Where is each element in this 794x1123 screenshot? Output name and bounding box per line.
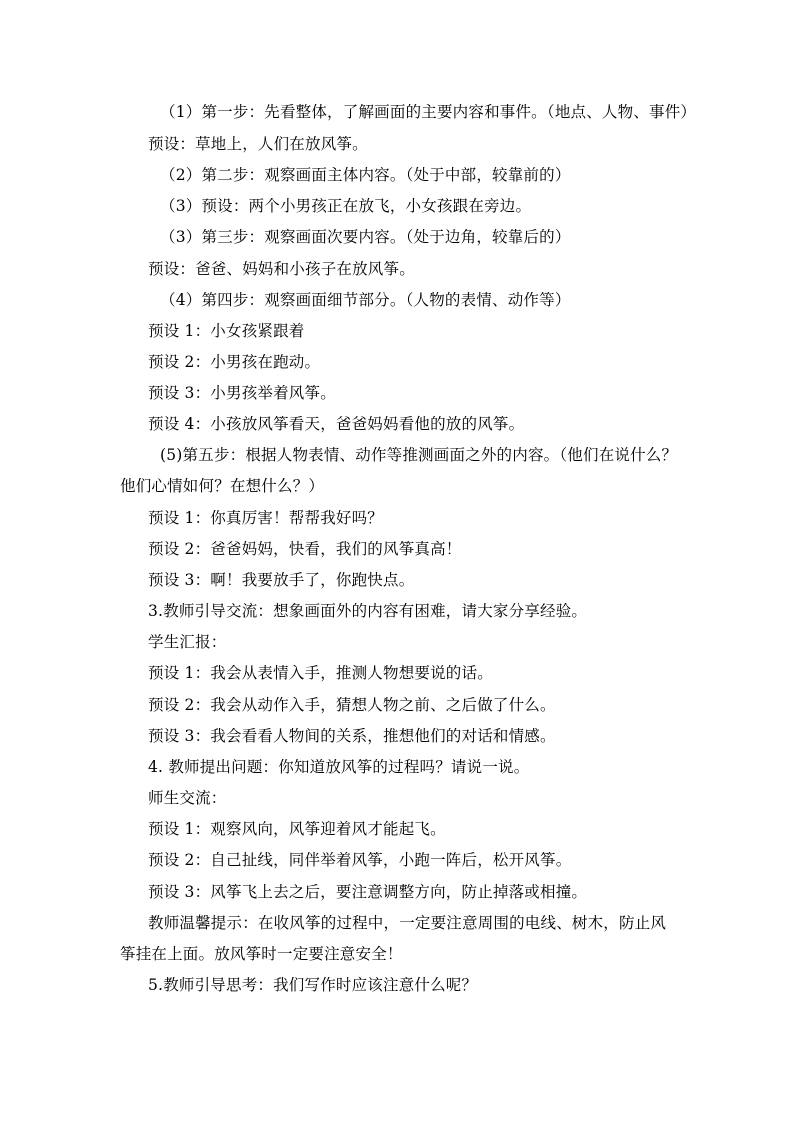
text-line: 预设 1：观察风向，风筝迎着风才能起飞。 <box>148 820 446 838</box>
text-line: 4. 教师提出问题：你知道放风筝的过程吗？请说一说。 <box>148 758 530 776</box>
text-line: （3）第三步：观察画面次要内容。（处于边角，较靠后的） <box>160 228 571 246</box>
text-line: 3.教师引导交流：想象画面外的内容有困难，请大家分享经验。 <box>148 602 588 620</box>
text-line: 学生汇报： <box>148 633 227 651</box>
text-line: （3）预设：两个小男孩正在放飞，小女孩跟在旁边。 <box>160 197 532 215</box>
text-line: 师生交流： <box>148 789 227 807</box>
text-line: 预设 2：自己扯线，同伴举着风筝，小跑一阵后，松开风筝。 <box>148 851 572 869</box>
text-line: 预设 1：我会从表情入手，推测人物想要说的话。 <box>148 664 493 682</box>
text-line: 预设 3：啊！我要放手了，你跑快点。 <box>148 571 415 589</box>
text-line: 教师温馨提示：在收风筝的过程中，一定要注意周围的电线、树木，防止风 <box>148 914 667 932</box>
text-line: 预设：爸爸、妈妈和小孩子在放风筝。 <box>148 260 415 278</box>
text-line: （2）第二步：观察画面主体内容。（处于中部，较靠前的） <box>160 166 571 184</box>
text-line: 预设 2：小男孩在跑动。 <box>148 353 321 371</box>
text-line: 预设 2：爸爸妈妈，快看，我们的风筝真高！ <box>148 540 462 558</box>
text-line: 筝挂在上面。放风筝时一定要注意安全！ <box>120 945 403 963</box>
text-line: 5.教师引导思考：我们写作时应该注意什么呢？ <box>148 976 478 994</box>
text-line: 预设 3：我会看看人物间的关系，推想他们的对话和情感。 <box>148 727 556 745</box>
text-line: 预设：草地上，人们在放风筝。 <box>148 135 368 153</box>
text-line: （4）第四步：观察画面细节部分。（人物的表情、动作等） <box>160 291 571 309</box>
text-line: (5)第五步：根据人物表情、动作等推测画面之外的内容。（他们在说什么？ <box>160 446 678 464</box>
text-line: 预设 1：你真厉害！帮帮我好吗？ <box>148 509 383 527</box>
text-line: 预设 3：风筝飞上去之后，要注意调整方向，防止掉落或相撞。 <box>148 883 588 901</box>
text-line: （1）第一步：先看整体，了解画面的主要内容和事件。（地点、人物、事件） <box>160 103 697 121</box>
text-line: 他们心情如何？在想什么？） <box>120 477 325 495</box>
text-line: 预设 4：小孩放风筝看天，爸爸妈妈看他的放的风筝。 <box>148 415 525 433</box>
text-line: 预设 3：小男孩举着风筝。 <box>148 384 336 402</box>
text-line: 预设 2：我会从动作入手，猜想人物之前、之后做了什么。 <box>148 696 556 714</box>
text-line: 预设 1：小女孩紧跟着 <box>148 322 305 340</box>
